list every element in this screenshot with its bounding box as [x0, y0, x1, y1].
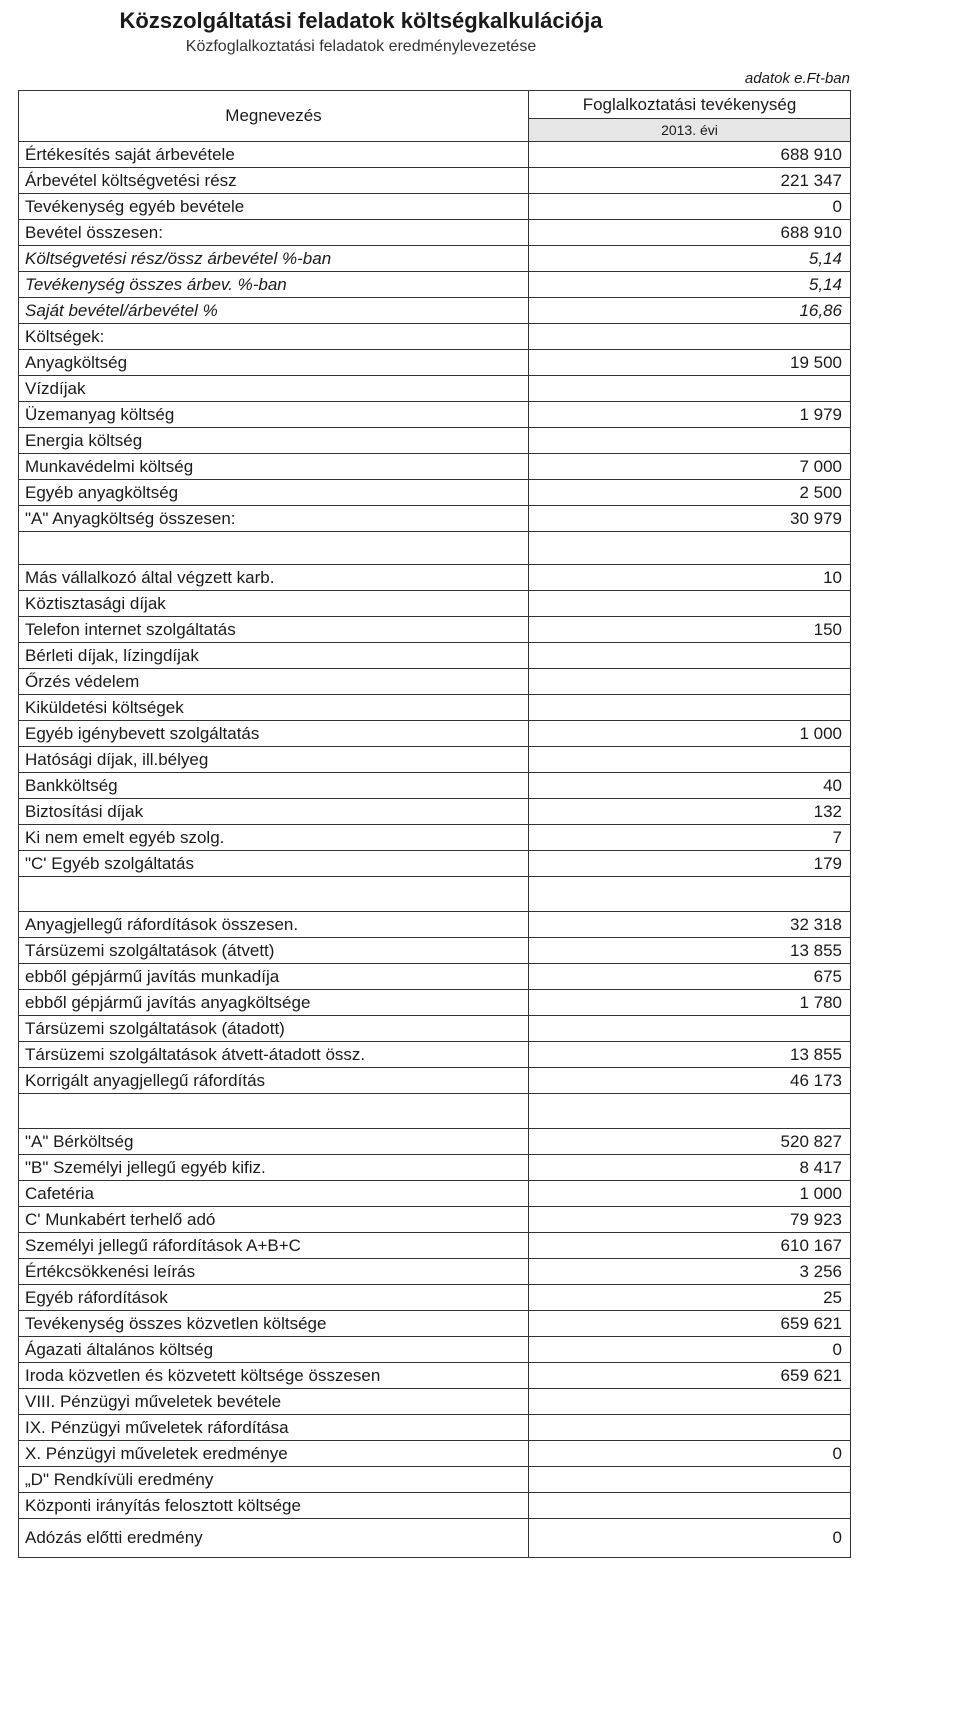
row-value: 30 979 — [529, 506, 851, 532]
row-label: Értékesítés saját árbevétele — [19, 142, 529, 168]
column-header-activity: Foglalkoztatási tevékenység — [529, 91, 851, 119]
row-value: 16,86 — [529, 298, 851, 324]
row-value — [529, 1467, 851, 1493]
table-row — [19, 1363, 851, 1389]
empty-cell — [529, 877, 851, 912]
table-row — [19, 799, 851, 825]
row-value: 520 827 — [529, 1129, 851, 1155]
row-label: Iroda közvetlen és közvetett költsége összesen — [19, 1363, 529, 1389]
row-value: 1 780 — [529, 990, 851, 1016]
table-row — [19, 376, 851, 402]
row-label: Más vállalkozó által végzett karb. — [19, 565, 529, 591]
row-value: 13 855 — [529, 938, 851, 964]
row-label: "A" Bérköltség — [19, 1129, 529, 1155]
row-value: 179 — [529, 851, 851, 877]
row-value — [529, 669, 851, 695]
table-row — [19, 964, 851, 990]
row-label: Egyéb anyagköltség — [19, 480, 529, 506]
table-row-blank — [19, 1094, 851, 1129]
row-value — [529, 1493, 851, 1519]
row-value: 0 — [529, 194, 851, 220]
column-header-name: Megnevezés — [19, 91, 529, 142]
row-label: Egyéb ráfordítások — [19, 1285, 529, 1311]
empty-cell — [19, 1094, 529, 1129]
row-value: 32 318 — [529, 912, 851, 938]
row-value: 150 — [529, 617, 851, 643]
table-row — [19, 912, 851, 938]
table-row — [19, 480, 851, 506]
table-body — [19, 142, 851, 1558]
table-row — [19, 1519, 851, 1558]
row-label: Őrzés védelem — [19, 669, 529, 695]
row-value: 221 347 — [529, 168, 851, 194]
table-row-blank — [19, 877, 851, 912]
row-label: Tevékenység összes közvetlen költsége — [19, 1311, 529, 1337]
row-label: ebből gépjármű javítás munkadíja — [19, 964, 529, 990]
empty-cell — [529, 1094, 851, 1129]
empty-cell — [19, 877, 529, 912]
table-row — [19, 1233, 851, 1259]
table-row — [19, 246, 851, 272]
row-label: Anyagköltség — [19, 350, 529, 376]
table-row — [19, 1285, 851, 1311]
row-value: 7 000 — [529, 454, 851, 480]
table-row — [19, 272, 851, 298]
row-label: C' Munkabért terhelő adó — [19, 1207, 529, 1233]
row-label: "A" Anyagköltség összesen: — [19, 506, 529, 532]
table-row — [19, 1155, 851, 1181]
table-row — [19, 220, 851, 246]
table-row — [19, 669, 851, 695]
row-value — [529, 1016, 851, 1042]
table-row — [19, 1042, 851, 1068]
page-subtitle: Közfoglalkoztatási feladatok eredménylevezetése — [185, 38, 537, 55]
row-value: 13 855 — [529, 1042, 851, 1068]
row-value: 659 621 — [529, 1363, 851, 1389]
row-value: 1 979 — [529, 402, 851, 428]
row-value: 0 — [529, 1519, 851, 1558]
row-label: Bankköltség — [19, 773, 529, 799]
table-row — [19, 1467, 851, 1493]
table-row — [19, 721, 851, 747]
table-row — [19, 1207, 851, 1233]
row-value: 10 — [529, 565, 851, 591]
table-row — [19, 298, 851, 324]
row-value: 688 910 — [529, 142, 851, 168]
row-label: Munkavédelmi költség — [19, 454, 529, 480]
table-row — [19, 1441, 851, 1467]
row-label: Társüzemi szolgáltatások (átvett) — [19, 938, 529, 964]
row-value: 1 000 — [529, 1181, 851, 1207]
row-value: 610 167 — [529, 1233, 851, 1259]
row-label: IX. Pénzügyi műveletek ráfordítása — [19, 1415, 529, 1441]
table-row-blank — [19, 532, 851, 565]
row-value: 675 — [529, 964, 851, 990]
row-label: „D" Rendkívüli eredmény — [19, 1467, 529, 1493]
table-row — [19, 402, 851, 428]
row-label: Üzemanyag költség — [19, 402, 529, 428]
table-row — [19, 1415, 851, 1441]
row-label: VIII. Pénzügyi műveletek bevétele — [19, 1389, 529, 1415]
row-label: Korrigált anyagjellegű ráfordítás — [19, 1068, 529, 1094]
row-label: Társüzemi szolgáltatások átvett-átadott össz. — [19, 1042, 529, 1068]
table-row — [19, 1129, 851, 1155]
row-label: Központi irányítás felosztott költsége — [19, 1493, 529, 1519]
row-value: 46 173 — [529, 1068, 851, 1094]
row-value: 7 — [529, 825, 851, 851]
row-label: "B" Személyi jellegű egyéb kifiz. — [19, 1155, 529, 1181]
row-label: Társüzemi szolgáltatások (átadott) — [19, 1016, 529, 1042]
table-row — [19, 194, 851, 220]
row-label: Tevékenység összes árbev. %-ban — [19, 272, 529, 298]
row-label: Ki nem emelt egyéb szolg. — [19, 825, 529, 851]
row-label: "C' Egyéb szolgáltatás — [19, 851, 529, 877]
table-row — [19, 747, 851, 773]
row-value — [529, 324, 851, 350]
table-row — [19, 1068, 851, 1094]
row-label: Adózás előtti eredmény — [19, 1519, 529, 1558]
row-label: Költségvetési rész/össz árbevétel %-ban — [19, 246, 529, 272]
table-row — [19, 428, 851, 454]
row-value: 5,14 — [529, 272, 851, 298]
table-row — [19, 1337, 851, 1363]
table-row — [19, 643, 851, 669]
row-value: 3 256 — [529, 1259, 851, 1285]
row-label: Hatósági díjak, ill.bélyeg — [19, 747, 529, 773]
row-label: Egyéb igénybevett szolgáltatás — [19, 721, 529, 747]
table-row — [19, 938, 851, 964]
row-value: 2 500 — [529, 480, 851, 506]
table-row — [19, 168, 851, 194]
cost-calculation-table — [18, 90, 850, 1558]
row-label: ebből gépjármű javítás anyagköltsége — [19, 990, 529, 1016]
row-value — [529, 591, 851, 617]
row-label: Bérleti díjak, lízingdíjak — [19, 643, 529, 669]
table-row — [19, 142, 851, 168]
table-row — [19, 1389, 851, 1415]
table-row — [19, 1493, 851, 1519]
table-row — [19, 990, 851, 1016]
row-value: 132 — [529, 799, 851, 825]
unit-note: adatok e.Ft-ban — [744, 70, 850, 87]
table-row — [19, 591, 851, 617]
row-value — [529, 428, 851, 454]
row-label: Ágazati általános költség — [19, 1337, 529, 1363]
page-title: Közszolgáltatási feladatok költségkalkulációja — [119, 8, 603, 33]
table-row — [19, 1181, 851, 1207]
row-value: 8 417 — [529, 1155, 851, 1181]
column-header-year: 2013. évi — [529, 119, 851, 142]
table-row — [19, 350, 851, 376]
table-row — [19, 825, 851, 851]
row-label: Bevétel összesen: — [19, 220, 529, 246]
row-value: 5,14 — [529, 246, 851, 272]
table-row — [19, 324, 851, 350]
table-row — [19, 1259, 851, 1285]
table-row — [19, 1311, 851, 1337]
table-row — [19, 454, 851, 480]
table-row — [19, 1016, 851, 1042]
row-value — [529, 643, 851, 669]
row-value: 0 — [529, 1337, 851, 1363]
row-label: Köztisztasági díjak — [19, 591, 529, 617]
row-label: Energia költség — [19, 428, 529, 454]
row-value — [529, 1415, 851, 1441]
row-value: 79 923 — [529, 1207, 851, 1233]
row-value: 19 500 — [529, 350, 851, 376]
row-value — [529, 376, 851, 402]
row-label: Cafetéria — [19, 1181, 529, 1207]
row-value: 659 621 — [529, 1311, 851, 1337]
empty-cell — [19, 532, 529, 565]
row-label: Tevékenység egyéb bevétele — [19, 194, 529, 220]
row-value: 40 — [529, 773, 851, 799]
row-label: Személyi jellegű ráfordítások A+B+C — [19, 1233, 529, 1259]
row-value: 1 000 — [529, 721, 851, 747]
row-value — [529, 1389, 851, 1415]
row-value: 25 — [529, 1285, 851, 1311]
row-value — [529, 747, 851, 773]
row-label: Vízdíjak — [19, 376, 529, 402]
row-label: X. Pénzügyi műveletek eredménye — [19, 1441, 529, 1467]
row-label: Anyagjellegű ráfordítások összesen. — [19, 912, 529, 938]
row-label: Telefon internet szolgáltatás — [19, 617, 529, 643]
table-row — [19, 617, 851, 643]
table-row — [19, 851, 851, 877]
empty-cell — [529, 532, 851, 565]
row-label: Biztosítási díjak — [19, 799, 529, 825]
row-label: Költségek: — [19, 324, 529, 350]
table-row — [19, 695, 851, 721]
row-label: Értékcsökkenési leírás — [19, 1259, 529, 1285]
table-row — [19, 773, 851, 799]
row-value: 688 910 — [529, 220, 851, 246]
table-row — [19, 565, 851, 591]
table-row — [19, 506, 851, 532]
row-label: Árbevétel költségvetési rész — [19, 168, 529, 194]
row-value — [529, 695, 851, 721]
row-label: Saját bevétel/árbevétel % — [19, 298, 529, 324]
row-label: Kiküldetési költségek — [19, 695, 529, 721]
row-value: 0 — [529, 1441, 851, 1467]
